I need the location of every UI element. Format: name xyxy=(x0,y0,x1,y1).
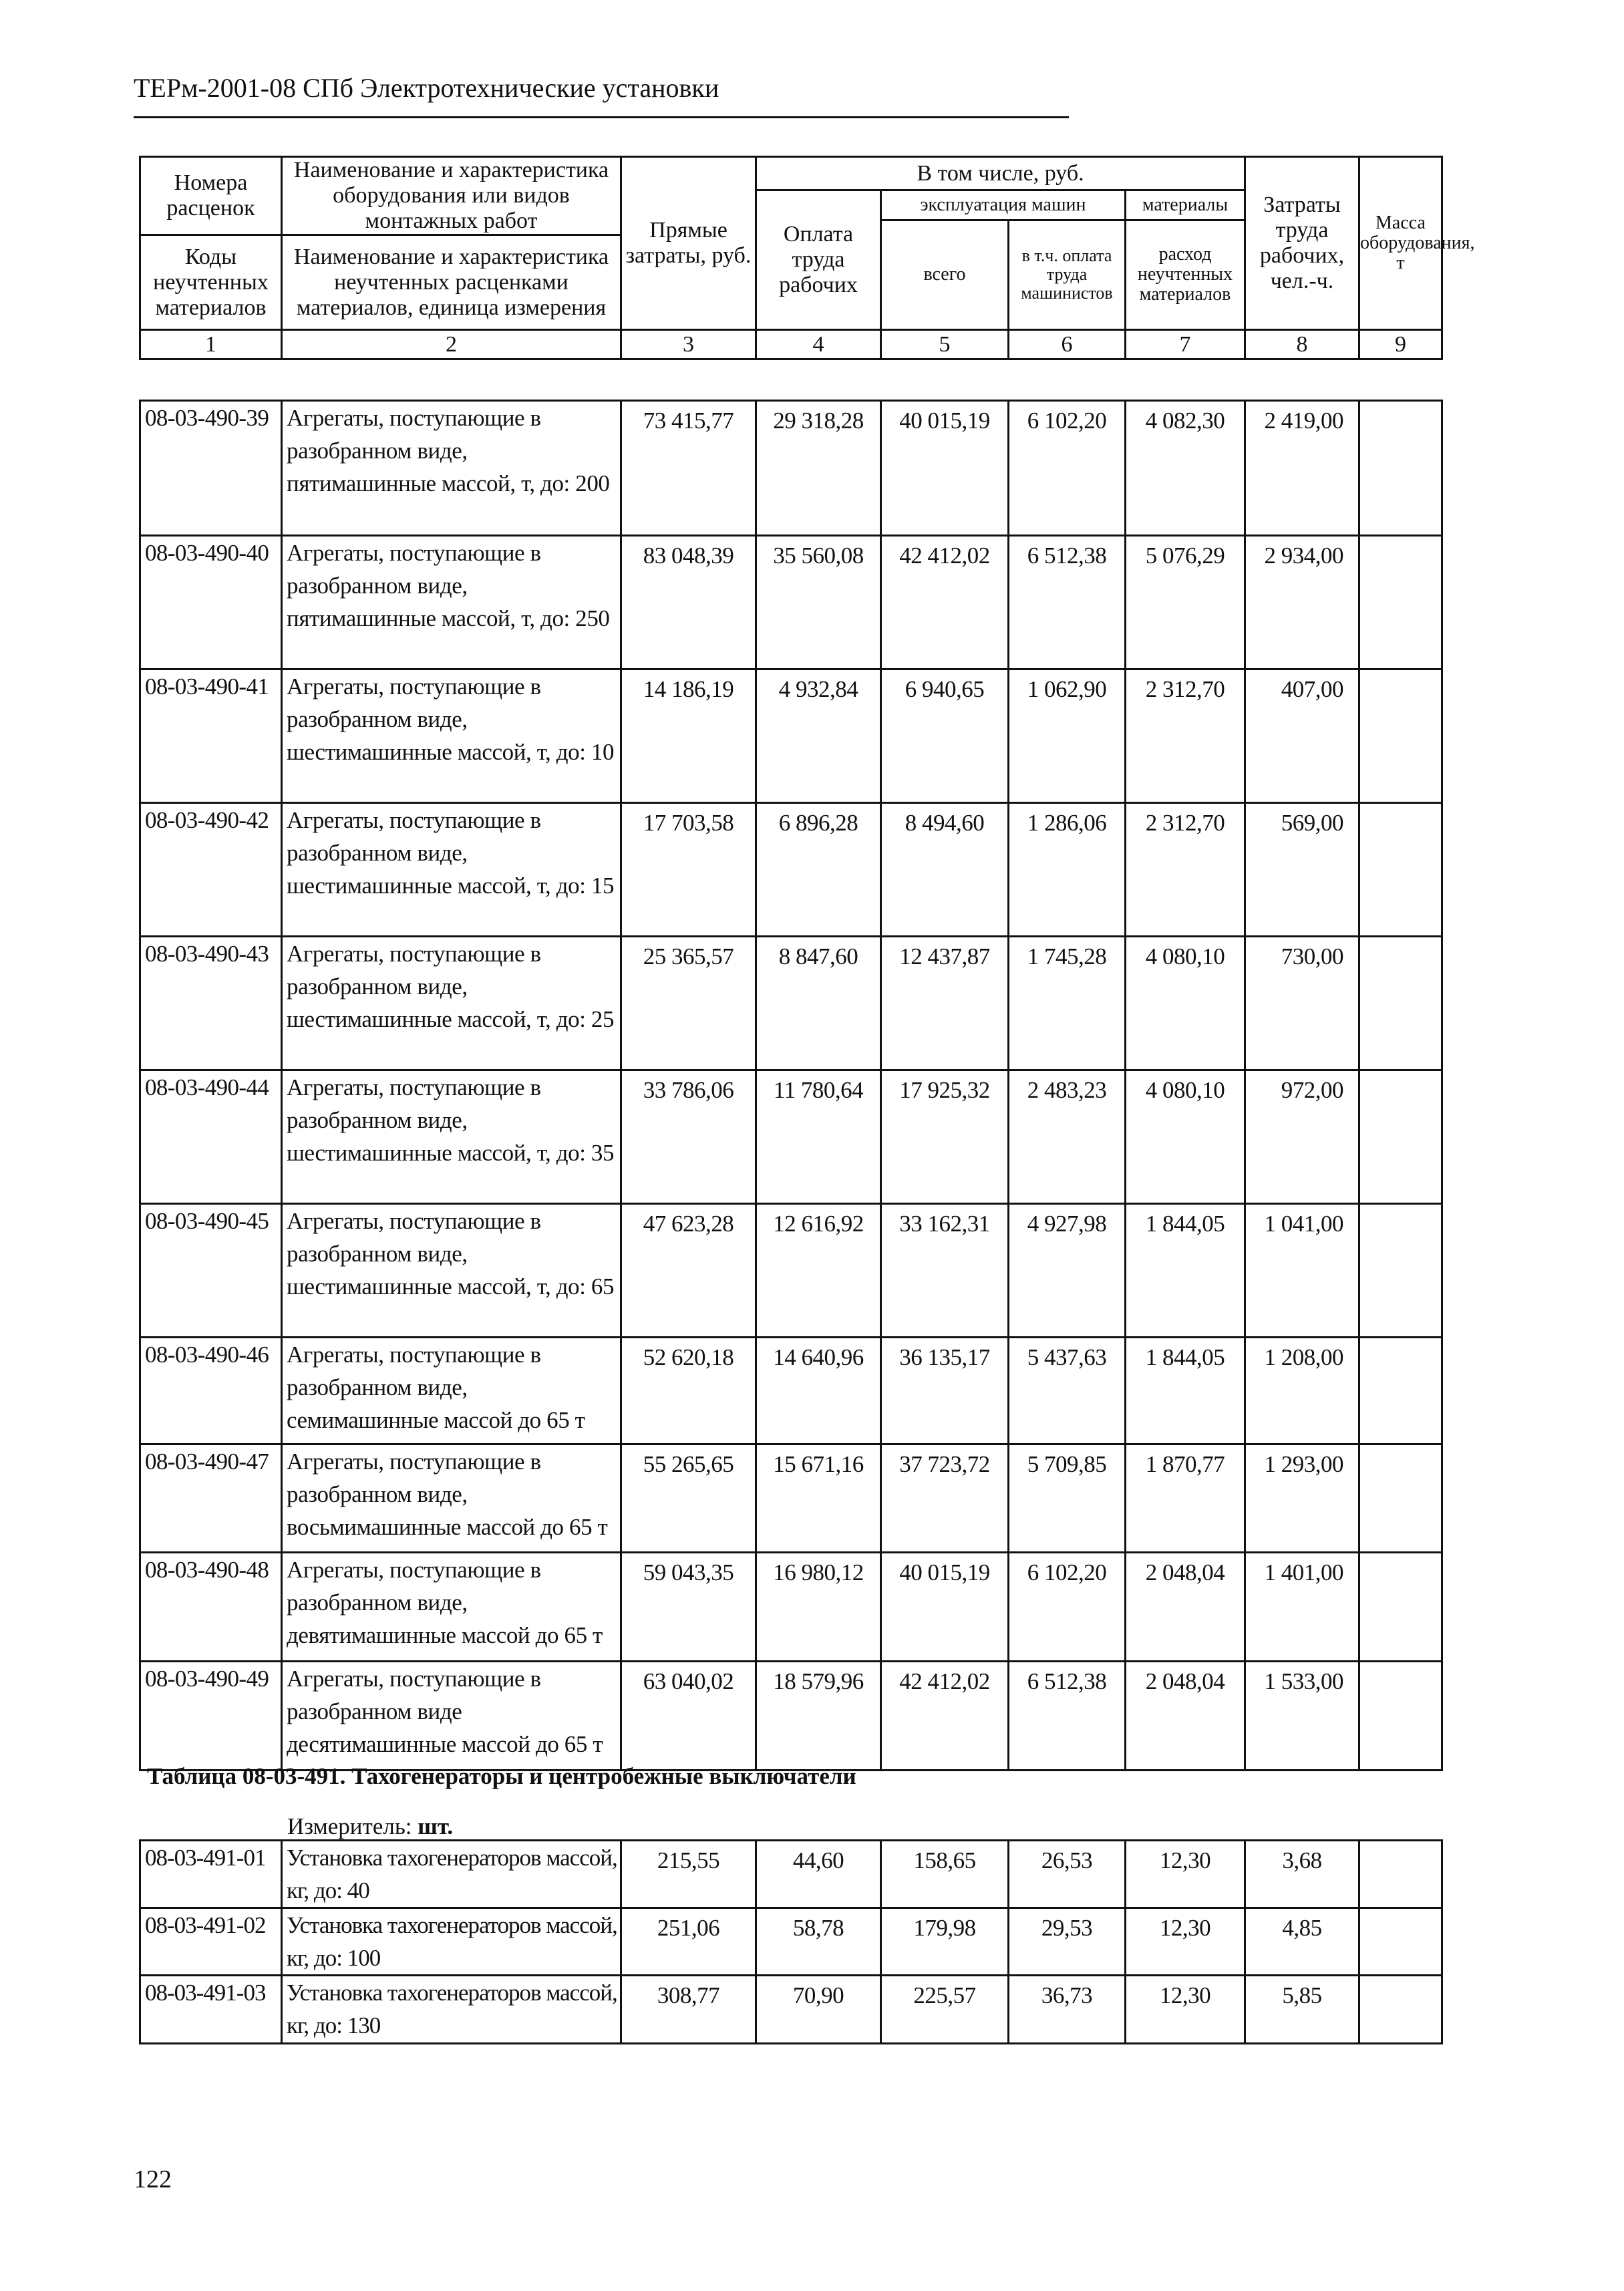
cell-code: 08-03-490-40 xyxy=(140,536,282,669)
cell-name: Агрегаты, поступающие в разобранном виде, шестимашинные массой, т, до: 35 xyxy=(282,1070,621,1204)
cell-labor-pay: 8 847,60 xyxy=(756,937,881,1070)
cell-name: Агрегаты, поступающие в разобранном виде, шестимашинные массой, т, до: 65 xyxy=(282,1204,621,1338)
cell-equipment-mass xyxy=(1359,1976,1442,2044)
measure-line xyxy=(287,1812,453,1841)
cell-direct-costs: 52 620,18 xyxy=(621,1338,756,1444)
header-col5: всего xyxy=(881,220,1009,330)
table-row xyxy=(140,803,1442,937)
table-header xyxy=(139,156,1475,360)
cell-labor-hours: 730,00 xyxy=(1245,937,1359,1070)
cell-machines-total: 40 015,19 xyxy=(881,401,1009,536)
table-row xyxy=(140,1976,1442,2044)
cell-labor-hours: 3,68 xyxy=(1245,1841,1359,1908)
cell-direct-costs: 215,55 xyxy=(621,1841,756,1908)
cell-name: Агрегаты, поступающие в разобранном виде десятимашинные массой до 65 т xyxy=(282,1662,621,1771)
cell-labor-pay: 70,90 xyxy=(756,1976,881,2044)
table-491 xyxy=(139,1839,1443,2044)
cell-labor-hours: 2 934,00 xyxy=(1245,536,1359,669)
table-491-title: Таблица 08-03-491. Тахогенераторы и центробежные выключатели xyxy=(147,1763,856,1789)
cell-operators-pay: 1 745,28 xyxy=(1009,937,1126,1070)
table-row xyxy=(140,1908,1442,1976)
table-row xyxy=(140,1553,1442,1662)
cell-operators-pay: 36,73 xyxy=(1009,1976,1126,2044)
cell-labor-pay: 15 671,16 xyxy=(756,1444,881,1553)
cell-machines-total: 8 494,60 xyxy=(881,803,1009,937)
header-divider xyxy=(134,116,1069,118)
cell-equipment-mass xyxy=(1359,1338,1442,1444)
cell-operators-pay: 6 102,20 xyxy=(1009,1553,1126,1662)
cell-machines-total: 179,98 xyxy=(881,1908,1009,1976)
cell-direct-costs: 17 703,58 xyxy=(621,803,756,937)
cell-code: 08-03-491-03 xyxy=(140,1976,282,2044)
cell-operators-pay: 1 286,06 xyxy=(1009,803,1126,937)
cell-name: Агрегаты, поступающие в разобранном виде, пятимашинные массой, т, до: 250 xyxy=(282,536,621,669)
header-col1-bottom: Коды неучтенных материалов xyxy=(140,235,282,330)
cell-labor-hours: 1 208,00 xyxy=(1245,1338,1359,1444)
measure-unit: шт. xyxy=(418,1813,454,1839)
cell-materials: 12,30 xyxy=(1126,1908,1245,1976)
cell-operators-pay: 2 483,23 xyxy=(1009,1070,1126,1204)
table-row xyxy=(140,1204,1442,1338)
header-col8: Затраты труда рабочих, чел.-ч. xyxy=(1245,157,1359,330)
cell-operators-pay: 6 102,20 xyxy=(1009,401,1126,536)
cell-equipment-mass xyxy=(1359,937,1442,1070)
cell-machines-total: 225,57 xyxy=(881,1976,1009,2044)
cell-code: 08-03-490-47 xyxy=(140,1444,282,1553)
cell-direct-costs: 83 048,39 xyxy=(621,536,756,669)
header-num-6: 6 xyxy=(1009,330,1126,359)
cell-labor-pay: 35 560,08 xyxy=(756,536,881,669)
cell-labor-pay: 6 896,28 xyxy=(756,803,881,937)
header-col1-top: Номера расценок xyxy=(140,157,282,235)
header-col7: расход неучтенных материалов xyxy=(1126,220,1245,330)
cell-code: 08-03-490-49 xyxy=(140,1662,282,1771)
cell-labor-pay: 4 932,84 xyxy=(756,669,881,803)
cell-labor-hours: 569,00 xyxy=(1245,803,1359,937)
cell-name: Агрегаты, поступающие в разобранном виде, девятимашинные массой до 65 т xyxy=(282,1553,621,1662)
table-row xyxy=(140,1070,1442,1204)
cell-labor-hours: 972,00 xyxy=(1245,1070,1359,1204)
cell-operators-pay: 4 927,98 xyxy=(1009,1204,1126,1338)
cell-labor-hours: 5,85 xyxy=(1245,1976,1359,2044)
cell-labor-hours: 2 419,00 xyxy=(1245,401,1359,536)
cell-name: Агрегаты, поступающие в разобранном виде, шестимашинные массой, т, до: 10 xyxy=(282,669,621,803)
cell-labor-pay: 14 640,96 xyxy=(756,1338,881,1444)
cell-code: 08-03-490-46 xyxy=(140,1338,282,1444)
header-num-9: 9 xyxy=(1359,330,1442,359)
cell-code: 08-03-490-41 xyxy=(140,669,282,803)
cell-materials: 2 048,04 xyxy=(1126,1662,1245,1771)
cell-operators-pay: 5 709,85 xyxy=(1009,1444,1126,1553)
cell-labor-pay: 16 980,12 xyxy=(756,1553,881,1662)
page-number: 122 xyxy=(134,2165,172,2193)
cell-labor-hours: 4,85 xyxy=(1245,1908,1359,1976)
header-col4: Оплата труда рабочих xyxy=(756,190,881,330)
table-row xyxy=(140,1662,1442,1771)
cell-materials: 4 080,10 xyxy=(1126,937,1245,1070)
cell-labor-hours: 1 041,00 xyxy=(1245,1204,1359,1338)
cell-direct-costs: 55 265,65 xyxy=(621,1444,756,1553)
cell-machines-total: 37 723,72 xyxy=(881,1444,1009,1553)
header-col2-bottom: Наименование и характеристика неучтенных расценками материалов, единица измерения xyxy=(282,235,621,330)
cell-code: 08-03-490-39 xyxy=(140,401,282,536)
cell-direct-costs: 308,77 xyxy=(621,1976,756,2044)
header-col9: Масса оборудования, т xyxy=(1359,157,1442,330)
cell-labor-pay: 12 616,92 xyxy=(756,1204,881,1338)
cell-name: Установка тахогенераторов массой, кг, до: 130 xyxy=(282,1976,621,2044)
cell-name: Установка тахогенераторов массой, кг, до: 100 xyxy=(282,1908,621,1976)
cell-direct-costs: 25 365,57 xyxy=(621,937,756,1070)
cell-code: 08-03-491-01 xyxy=(140,1841,282,1908)
cell-equipment-mass xyxy=(1359,669,1442,803)
cell-materials: 1 844,05 xyxy=(1126,1204,1245,1338)
cell-materials: 12,30 xyxy=(1126,1841,1245,1908)
cell-direct-costs: 251,06 xyxy=(621,1908,756,1976)
cell-equipment-mass xyxy=(1359,1553,1442,1662)
table-row xyxy=(140,536,1442,669)
cell-equipment-mass xyxy=(1359,1204,1442,1338)
cell-code: 08-03-490-44 xyxy=(140,1070,282,1204)
cell-direct-costs: 59 043,35 xyxy=(621,1553,756,1662)
page-header: ТЕРм-2001-08 СПб Электротехнические установки xyxy=(134,73,719,103)
header-group: В том числе, руб. xyxy=(756,157,1245,190)
cell-equipment-mass xyxy=(1359,1070,1442,1204)
cell-materials: 4 080,10 xyxy=(1126,1070,1245,1204)
cell-equipment-mass xyxy=(1359,401,1442,536)
cell-code: 08-03-490-45 xyxy=(140,1204,282,1338)
cell-operators-pay: 6 512,38 xyxy=(1009,536,1126,669)
header-col3: Прямые затраты, руб. xyxy=(621,157,756,330)
cell-operators-pay: 29,53 xyxy=(1009,1908,1126,1976)
cell-materials: 5 076,29 xyxy=(1126,536,1245,669)
cell-code: 08-03-490-42 xyxy=(140,803,282,937)
table-490 xyxy=(139,400,1443,1771)
cell-code: 08-03-491-02 xyxy=(140,1908,282,1976)
table-row xyxy=(140,669,1442,803)
cell-materials: 4 082,30 xyxy=(1126,401,1245,536)
cell-materials: 2 312,70 xyxy=(1126,669,1245,803)
cell-labor-hours: 1 401,00 xyxy=(1245,1553,1359,1662)
cell-direct-costs: 47 623,28 xyxy=(621,1204,756,1338)
cell-materials: 2 312,70 xyxy=(1126,803,1245,937)
cell-direct-costs: 63 040,02 xyxy=(621,1662,756,1771)
cell-equipment-mass xyxy=(1359,536,1442,669)
cell-operators-pay: 5 437,63 xyxy=(1009,1338,1126,1444)
cell-name: Агрегаты, поступающие в разобранном виде, шестимашинные массой, т, до: 25 xyxy=(282,937,621,1070)
cell-operators-pay: 26,53 xyxy=(1009,1841,1126,1908)
cell-machines-total: 12 437,87 xyxy=(881,937,1009,1070)
cell-code: 08-03-490-48 xyxy=(140,1553,282,1662)
cell-equipment-mass xyxy=(1359,1908,1442,1976)
header-subgroup-machines: эксплуатация машин xyxy=(881,190,1126,220)
cell-equipment-mass xyxy=(1359,803,1442,937)
cell-name: Агрегаты, поступающие в разобранном виде, шестимашинные массой, т, до: 15 xyxy=(282,803,621,937)
cell-name: Агрегаты, поступающие в разобранном виде, семимашинные массой до 65 т xyxy=(282,1338,621,1444)
cell-machines-total: 17 925,32 xyxy=(881,1070,1009,1204)
table-row xyxy=(140,1841,1442,1908)
cell-direct-costs: 14 186,19 xyxy=(621,669,756,803)
header-num-8: 8 xyxy=(1245,330,1359,359)
cell-equipment-mass xyxy=(1359,1841,1442,1908)
cell-labor-pay: 29 318,28 xyxy=(756,401,881,536)
table-row xyxy=(140,937,1442,1070)
cell-materials: 2 048,04 xyxy=(1126,1553,1245,1662)
table-row xyxy=(140,401,1442,536)
cell-direct-costs: 73 415,77 xyxy=(621,401,756,536)
measure-label: Измеритель: xyxy=(287,1813,412,1839)
cell-materials: 1 870,77 xyxy=(1126,1444,1245,1553)
cell-equipment-mass xyxy=(1359,1444,1442,1553)
cell-machines-total: 6 940,65 xyxy=(881,669,1009,803)
header-num-7: 7 xyxy=(1126,330,1245,359)
cell-machines-total: 36 135,17 xyxy=(881,1338,1009,1444)
header-num-5: 5 xyxy=(881,330,1009,359)
cell-equipment-mass xyxy=(1359,1662,1442,1771)
cell-name: Агрегаты, поступающие в разобранном виде, восьмимашинные массой до 65 т xyxy=(282,1444,621,1553)
cell-code: 08-03-490-43 xyxy=(140,937,282,1070)
header-subgroup-materials: материалы xyxy=(1126,190,1245,220)
cell-labor-hours: 407,00 xyxy=(1245,669,1359,803)
cell-materials: 1 844,05 xyxy=(1126,1338,1245,1444)
cell-labor-hours: 1 293,00 xyxy=(1245,1444,1359,1553)
header-col6: в т.ч. оплата труда машинистов xyxy=(1009,220,1126,330)
header-num-1: 1 xyxy=(140,330,282,359)
cell-operators-pay: 6 512,38 xyxy=(1009,1662,1126,1771)
cell-labor-hours: 1 533,00 xyxy=(1245,1662,1359,1771)
cell-labor-pay: 44,60 xyxy=(756,1841,881,1908)
cell-machines-total: 42 412,02 xyxy=(881,1662,1009,1771)
cell-labor-pay: 18 579,96 xyxy=(756,1662,881,1771)
header-num-2: 2 xyxy=(282,330,621,359)
header-col2-top: Наименование и характеристика оборудования или видов монтажных работ xyxy=(282,157,621,235)
table-row xyxy=(140,1444,1442,1553)
cell-operators-pay: 1 062,90 xyxy=(1009,669,1126,803)
cell-machines-total: 158,65 xyxy=(881,1841,1009,1908)
table-row xyxy=(140,1338,1442,1444)
cell-name: Агрегаты, поступающие в разобранном виде, пятимашинные массой, т, до: 200 xyxy=(282,401,621,536)
cell-labor-pay: 58,78 xyxy=(756,1908,881,1976)
header-num-4: 4 xyxy=(756,330,881,359)
cell-machines-total: 33 162,31 xyxy=(881,1204,1009,1338)
cell-labor-pay: 11 780,64 xyxy=(756,1070,881,1204)
cell-materials: 12,30 xyxy=(1126,1976,1245,2044)
cell-machines-total: 40 015,19 xyxy=(881,1553,1009,1662)
header-num-3: 3 xyxy=(621,330,756,359)
cell-direct-costs: 33 786,06 xyxy=(621,1070,756,1204)
cell-name: Установка тахогенераторов массой, кг, до: 40 xyxy=(282,1841,621,1908)
cell-machines-total: 42 412,02 xyxy=(881,536,1009,669)
